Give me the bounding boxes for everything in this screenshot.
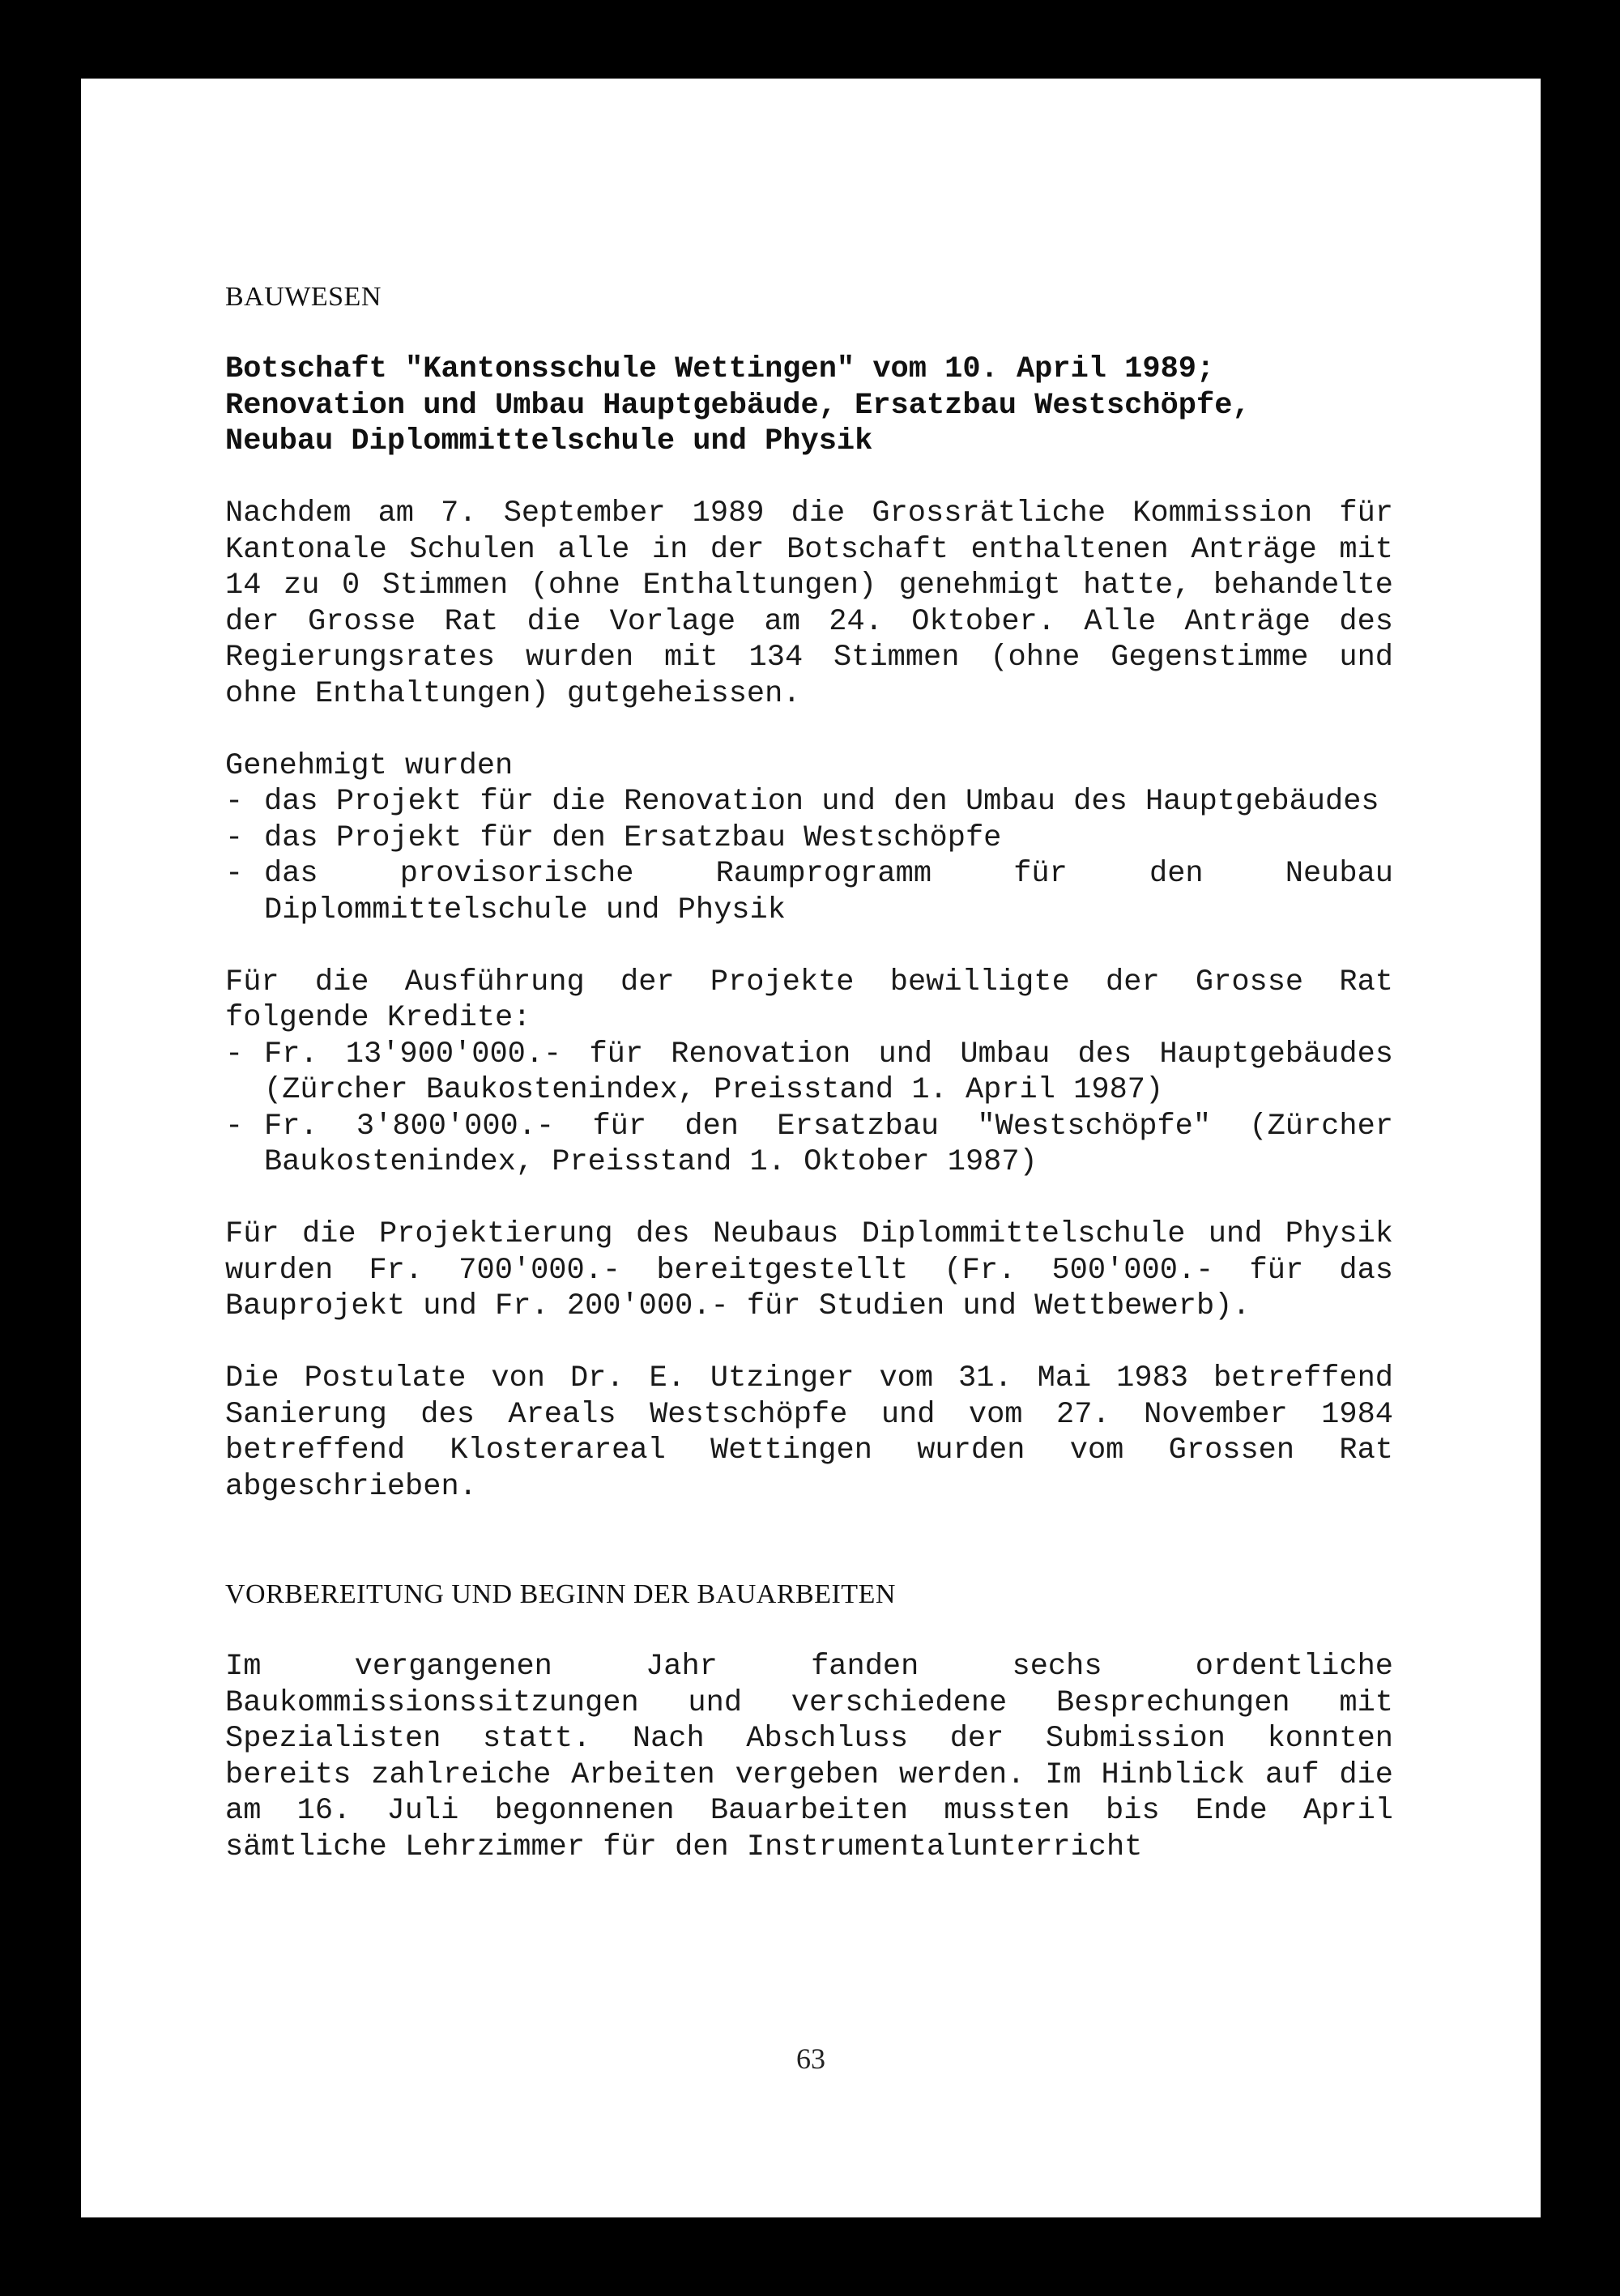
list-item: - das provisorische Raumprogramm für den Neubau Diplommittelschule und Physik [225, 856, 1393, 928]
page-number: 63 [796, 2043, 825, 2075]
paragraph-planning-credit: Für die Projektierung des Neubaus Diplommittelschule und Physik wurden Fr. 700'000.- bereitgestellt (Fr. 500'000.- für das Bauprojekt und Fr. 200'000.- für Studien und Wettbewerb). [225, 1217, 1393, 1323]
credits-list [225, 1037, 1393, 1181]
list-item: - das Projekt für den Ersatzbau Westschöpfe [225, 820, 1393, 857]
message-title [225, 351, 1393, 460]
list-item: - Fr. 13'900'000.- für Renovation und Umbau des Hauptgebäudes (Zürcher Baukostenindex, Preisstand 1. April 1987) [225, 1037, 1393, 1109]
approved-intro: Genehmigt wurden [225, 748, 514, 783]
section-heading-vorbereitung: VORBEREITUNG UND BEGINN DER BAUARBEITEN [225, 1579, 896, 1609]
document-page [81, 79, 1541, 2217]
section-heading-bauwesen: BAUWESEN [225, 282, 382, 312]
credits-intro: Für die Ausführung der Projekte bewilligte der Grosse Rat folgende Kredite: [225, 965, 1393, 1035]
message-title-line-3: Neubau Diplommittelschule und Physik [225, 424, 873, 458]
message-title-line-2: Renovation und Umbau Hauptgebäude, Ersatzbau Westschöpfe, [225, 388, 1251, 423]
page-content [225, 279, 1393, 1865]
list-item: - Fr. 3'800'000.- für den Ersatzbau "Westschöpfe" (Zürcher Baukostenindex, Preisstand 1. Oktober 1987) [225, 1109, 1393, 1181]
list-item: - das Projekt für die Renovation und den Umbau des Hauptgebäudes [225, 784, 1393, 820]
paragraph-postulates: Die Postulate von Dr. E. Utzinger vom 31. Mai 1983 betreffend Sanierung des Areals Westschöpfe und vom 27. November 1984 betreffend Klosterareal Wettingen wurden vom Grossen Rat abgeschrieben. [225, 1361, 1393, 1504]
paragraph-preparation: Im vergangenen Jahr fanden sechs ordentliche Baukommissionssitzungen und verschiedene Besprechungen mit Spezialisten statt. Nach Abschluss der Submission konnten bereits zahlreiche Arbeiten vergeben werden. Im Hinblick auf die am 16. Juli begonnenen Bauarbeiten mussten bis Ende April sämtliche Lehrzimmer für den Instrumentalunterricht [225, 1650, 1393, 1864]
message-title-line-1: Botschaft "Kantonsschule Wettingen" vom 10. April 1989; [225, 352, 1215, 386]
paragraph-commission-vote: Nachdem am 7. September 1989 die Grossrätliche Kommission für Kantonale Schulen alle in der Botschaft enthaltenen Anträge mit 14 zu 0 Stimmen (ohne Enthaltungen) genehmigt hatte, behandelte der Grosse Rat die Vorlage am 24. Oktober. Alle Anträge des Regierungsrates wurden mit 134 Stimmen (ohne Gegenstimme und ohne Enthaltungen) gutgeheissen. [225, 496, 1393, 711]
approved-list [225, 784, 1393, 928]
